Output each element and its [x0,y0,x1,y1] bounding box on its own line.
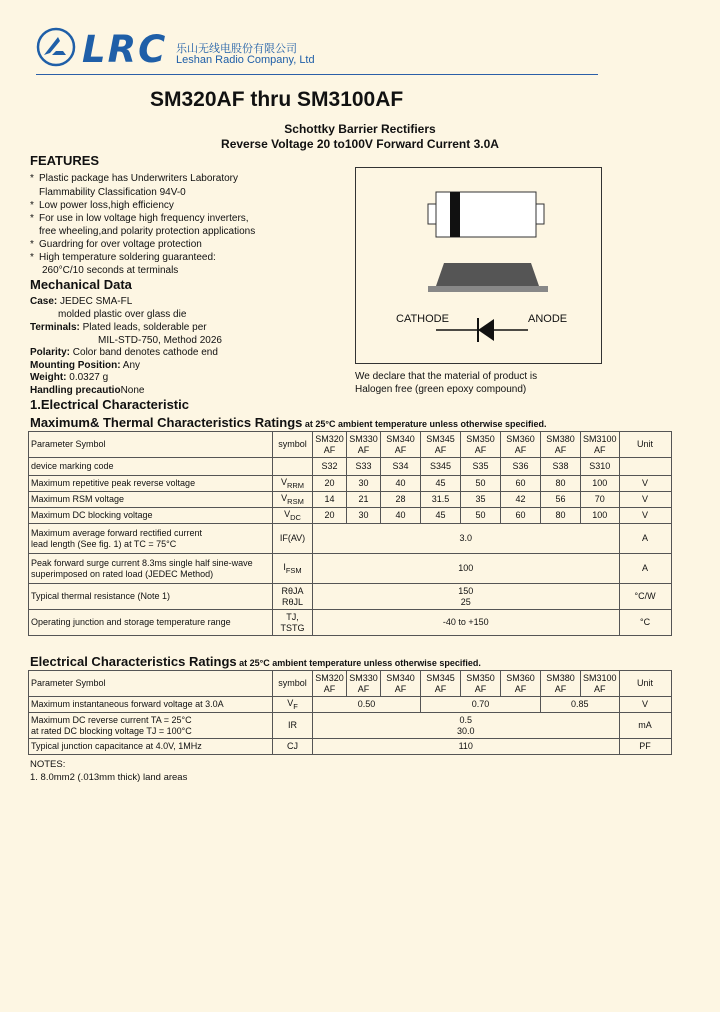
company-name-en: Leshan Radio Company, Ltd [176,54,315,66]
package-figure [355,167,602,364]
note-1: 1. 8.0mm2 (.013mm thick) land areas [30,772,188,783]
mech-line: Case: JEDEC SMA-FL [30,296,133,307]
mech-line: Terminals: Plated leads, solderable per [30,322,207,333]
mech-line: Mounting Position: Any [30,360,141,371]
mech-line: molded plastic over glass die [58,309,187,320]
feature-item: free wheeling,and polarity protection applications [39,226,256,237]
table-row: Typical junction capacitance at 4.0V, 1MHz CJ 110 PF [29,739,672,755]
feature-item: * High temperature soldering guaranteed: [30,252,216,263]
company-logo-icon [36,27,76,67]
feature-item: 260°C/10 seconds at terminals [42,265,179,276]
max-ratings-table [28,431,672,636]
feature-item: * For use in low voltage high frequency inverters, [30,213,249,224]
feature-item: * Low power loss,high efficiency [30,200,174,211]
feature-item: Flammability Classification 94V-0 [39,187,186,198]
table-row: Maximum average forward rectified current lead length (See fig. 1) at TC = 75°C IF(AV) 3.0 A [29,524,672,554]
features-heading: FEATURES [30,153,100,168]
feature-item: * Plastic package has Underwriters Laboratory [30,173,238,184]
feature-item: * Guardring for over voltage protection [30,239,202,250]
declaration-line-1: We declare that the material of product is [355,371,538,382]
table-row: Peak forward surge current 8.3ms single half sine-wave superimposed on rated load (JEDEC Method) $I_{FSM}$ 100 A [29,554,672,584]
header-divider [36,74,598,75]
mech-line: Handling precautioNone [30,385,145,396]
table-row: Maximum DC blocking voltage $V_{DC}$ 20 30 40 45 50 60 80 100 V [29,508,672,524]
mech-line: Polarity: Color band denotes cathode end [30,347,218,358]
table-row: Maximum RSM voltage $V_{RSM}$ 14 21 28 31.5 35 42 56 70 V [29,492,672,508]
package-drawing-icon [356,168,601,363]
table-row: Operating junction and storage temperature range TJ, TSTG -40 to +150 °C [29,610,672,636]
table-row: Typical thermal resistance (Note 1) RθJA RθJL 150 25 °C/W [29,584,672,610]
cathode-label: CATHODE [396,313,449,325]
subtitle-2: Reverse Voltage 20 to100V Forward Current 3.0A [221,137,499,151]
declaration-line-2: Halogen free (green epoxy compound) [355,384,527,395]
table-header-row: Parameter Symbol symbol SM320 AF SM330 AF SM340 AF SM345 AF SM350 AF SM360 AF SM380 AF SM3100 AF Unit [29,671,672,697]
notes-heading: NOTES: [30,759,66,770]
mech-line: Weight: 0.0327 g [30,372,109,383]
company-name-cn: 乐山无线电股份有限公司 [176,43,297,55]
subtitle-1: Schottky Barrier Rectifiers [284,122,436,136]
mech-line: MIL-STD-750, Method 2026 [98,335,222,346]
page-title: SM320AF thru SM3100AF [150,88,404,111]
table1-heading: Maximum& Thermal Characteristics Ratings at 25°C ambient temperature unless otherwise specified. [30,415,547,430]
logo-text: LRC [82,28,168,71]
table-header-row: Parameter Symbol symbol SM320 AF SM330 AF SM340 AF SM345 AF SM350 AF SM360 AF SM380 AF SM3100 AF Unit [29,432,672,458]
table2-heading: Electrical Characteristics Ratings at 25°C ambient temperature unless otherwise specified. [30,654,481,669]
anode-label: ANODE [528,313,568,325]
table-row: Maximum instantaneous forward voltage at 3.0A $V_F$ 0.50 0.70 0.85 V [29,697,672,713]
table-row: device marking code S32 S33 S34 S345 S35 S36 S38 S310 [29,458,672,476]
table-row: Maximum repetitive peak reverse voltage $V_{RRM}$ 20 30 40 45 50 60 80 100 V [29,476,672,492]
mechanical-heading: Mechanical Data [30,277,132,292]
table-row: Maximum DC reverse current TA = 25°C at rated DC blocking voltage TJ = 100°C IR 0.5 30.0 mA [29,713,672,739]
electrical-ratings-table [28,670,672,755]
section-heading: 1.Electrical Characteristic [30,397,189,412]
